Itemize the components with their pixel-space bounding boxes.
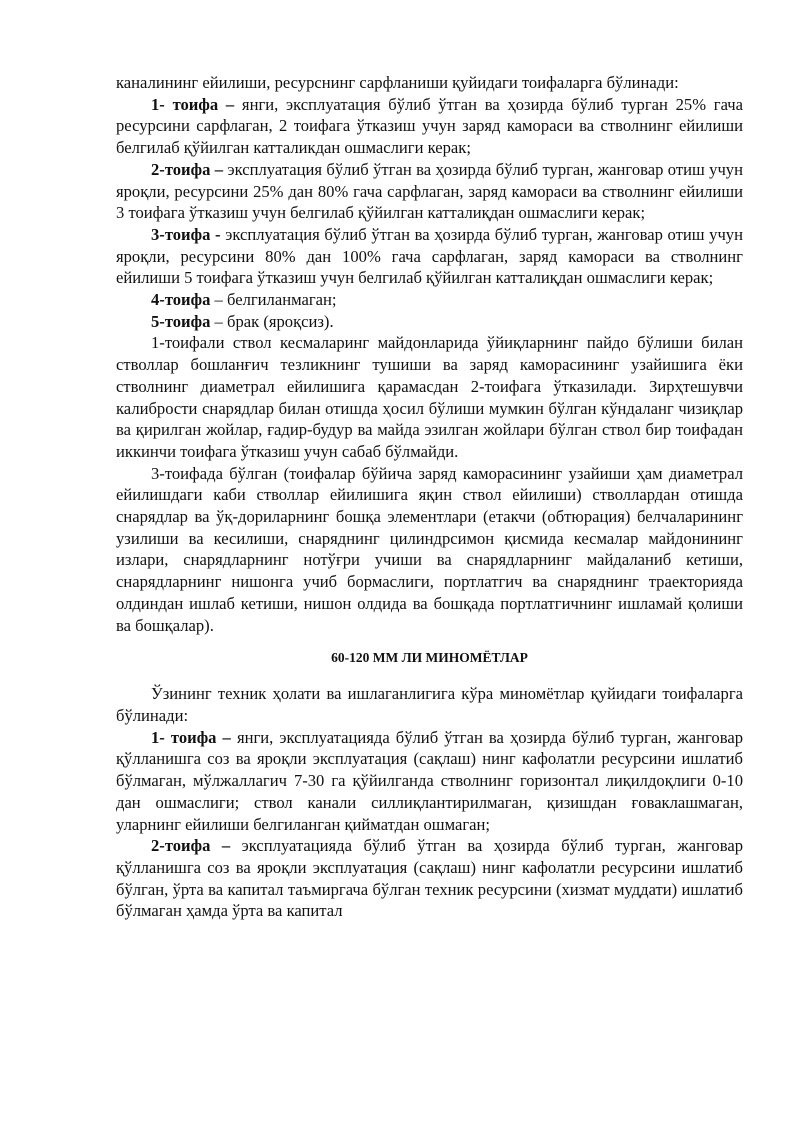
mortar-category-2-paragraph (116, 835, 743, 922)
category-4-paragraph (116, 289, 743, 311)
category-2-text: эксплуатация бўлиб ўтган ва ҳозирда бўлиб турган, жанговар отиш учун яроқли, ресурсини 25% дан 80% гача сарфлаган, заряд камораси ва стволнинг ейилиши 3 тоифага ўтказиш учун белгилаб қўйилган катталиқдан ошмаслиги керак; (116, 159, 743, 223)
category-4-lead: 4-тоифа (151, 290, 211, 310)
category-3-text: эксплуатация бўлиб ўтган ва ҳозирда бўлиб турган, жанговар отиш учун яроқли, ресурсини 80% дан 100% гача сарфлаган, заряд камораси ва стволнинг ейилиши 5 тоифага ўтказиш учун белгилаб қўйилган катталиқдан ошмаслиги керак; (116, 224, 743, 288)
paragraph-category-3-note: 3-тоифада бўлган (тоифалар бўйича заряд каморасининг узайиши ҳам диаметрал ейилишдаги каби стволлар ейилишига яқин ствол ейилиши) стволлардан отишда снарядлар ва ўқ-дориларнинг бошқа элементлари (етакчи (обтюрация) белчаларининг узилиши ва кесилиши, снаряднинг цилиндрсимон қисмида кесмалар майдонининг излари, снарядларнинг нотўғри учиши ва снарядларнинг майдаланиб кетиши, снарядларнинг нишонга учиб бормаслиги, портлатгич ва снаряднинг траекторияда олдиндан ишлаб кетиши, нишон олдида ва бошқада портлатгичнинг ишламай қолиши ва бошқалар). (116, 463, 743, 635)
mortar-category-1-text: янги, эксплуатацияда бўлиб ўтган ва ҳозирда бўлиб турган, жанговар қўлланишга соз ва яроқли эксплуатация (сақлаш) нинг кафолатли ресурсини ишлатиб бўлмаган, мўлжаллагич 7-30 га қўйилганда стволнинг горизонтал лиқилдоқлиги 0-10 дан ошмаслиги; ствол канали силлиқлантирилмаган, қизишдан ғоваклашмаган, уларнинг ейилиши белгиланган қийматдан ошмаган; (116, 727, 743, 834)
category-5-lead: 5-тоифа (151, 311, 211, 331)
category-3-lead: 3-тоифа - (151, 224, 221, 244)
mortar-category-1-lead: 1- тоифа – (151, 727, 231, 747)
category-2-paragraph (116, 159, 743, 224)
category-1-lead: 1- тоифа – (151, 94, 235, 114)
category-2-lead: 2-тоифа – (151, 159, 224, 179)
mortar-category-2-text: эксплуатацияда бўлиб ўтган ва ҳозирда бўлиб турган, жанговар қўлланишга соз ва яроқли эксплуатация (сақлаш) нинг кафолатли ресурсини ишлатиб бўлган, ўрта ва капитал таъмиргача бўлган техник ресурсини (хизмат муддати) ишлатиб бўлмаган ҳамда ўрта ва капитал (116, 836, 743, 921)
paragraph-category-1-note: 1-тоифали ствол кесмаларинг майдонларида ўйиқларнинг пайдо бўлиши билан стволлар бошланғич тезликнинг тушиши ва заряд каморасининг узайишига ёки стволнинг диаметрал ейилишига қарамасдан 2-тоифага ўтказилади. Зирҳтешувчи калибрости снарядлар билан отишда ҳосил бўлиши мумкин бўлган кўндаланг чизиқлар ва қирилган жойлар, ғадир-будур ва майда эзилган жойлари бўлган ствол бир тоифадан иккинчи тоифага ўтказиш учун сабаб бўлмайди. (116, 333, 743, 461)
category-5-paragraph (116, 311, 743, 333)
category-3-paragraph (116, 224, 743, 289)
mortar-category-2-lead: 2-тоифа – (151, 836, 231, 856)
category-5-text: – брак (яроқсиз). (210, 311, 334, 331)
category-1-text: янги, эксплуатация бўлиб ўтган ва ҳозирда бўлиб турган 25% гача ресурсини сарфлаган, 2 тоифага ўтказиш учун заряд камораси ва стволнинг ейилиши белгилаб қўйилган катталикдан ошмаслиги керак; (116, 94, 743, 158)
paragraph-mortar-intro: Ўзининг техник ҳолати ва ишлаганлигига кўра миномётлар қуйидаги тоифаларга бўлинади: (116, 684, 743, 725)
mortar-category-1-paragraph (116, 727, 743, 836)
category-1-paragraph (116, 94, 743, 159)
section-heading: 60-120 ММ ЛИ МИНОМЁТЛАР (331, 650, 528, 666)
category-4-text: – белгиланмаган; (210, 290, 337, 310)
paragraph-intro: каналининг ейилиши, ресурснинг сарфланиши қуйидаги тоифаларга бўлинади: (116, 73, 679, 92)
